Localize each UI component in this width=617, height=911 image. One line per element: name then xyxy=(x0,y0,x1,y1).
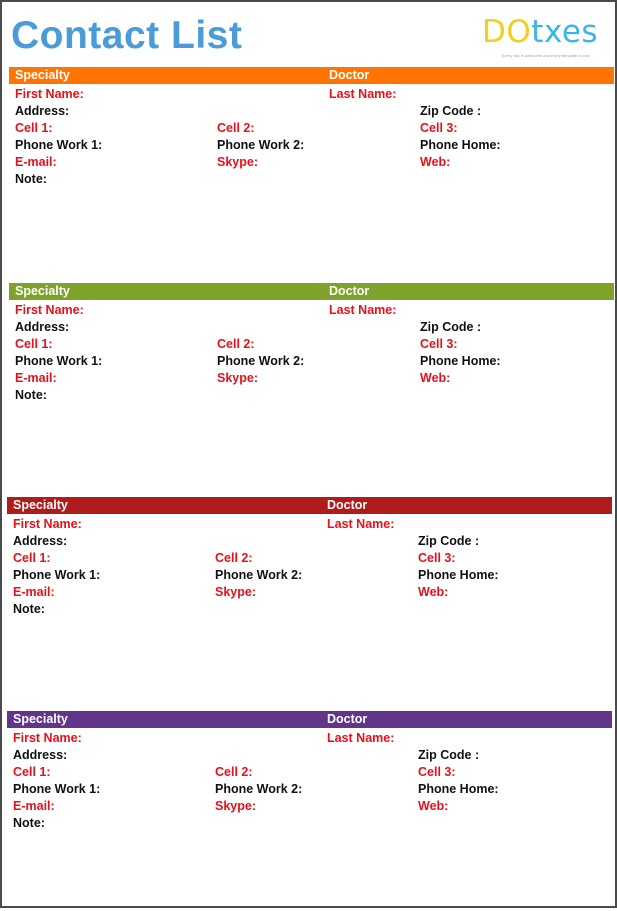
email-label: E-mail: xyxy=(15,371,57,385)
cell1-label: Cell 1: xyxy=(15,121,53,135)
email-label: E-mail: xyxy=(13,585,55,599)
skype-label: Skype: xyxy=(215,585,256,599)
phone-work1-label: Phone Work 1: xyxy=(13,782,101,796)
doctor-label: Doctor xyxy=(329,68,370,82)
web-label: Web: xyxy=(418,799,449,813)
cell2-label: Cell 2: xyxy=(217,337,255,351)
first-name-label: First Name: xyxy=(13,731,82,745)
contact-card xyxy=(9,67,614,267)
page-title: Contact List xyxy=(11,14,243,57)
zip-code-label: Zip Code : xyxy=(418,748,480,762)
address-label: Address: xyxy=(15,104,70,118)
specialty-label: Specialty xyxy=(13,712,68,726)
cell2-label: Cell 2: xyxy=(215,551,253,565)
contact-card xyxy=(7,711,612,911)
specialty-label: Specialty xyxy=(15,284,70,298)
cell3-label: Cell 3: xyxy=(420,337,458,351)
phone-work2-label: Phone Work 2: xyxy=(215,782,303,796)
phone-home-label: Phone Home: xyxy=(420,354,501,368)
email-label: E-mail: xyxy=(13,799,55,813)
note-label: Note: xyxy=(15,388,47,402)
note-label: Note: xyxy=(15,172,47,186)
web-label: Web: xyxy=(418,585,449,599)
address-label: Address: xyxy=(15,320,70,334)
specialty-label: Specialty xyxy=(15,68,70,82)
first-name-label: First Name: xyxy=(15,87,84,101)
phone-work1-label: Phone Work 1: xyxy=(15,138,103,152)
note-label: Note: xyxy=(13,602,45,616)
logo-letter: e xyxy=(561,14,582,50)
phone-home-label: Phone Home: xyxy=(420,138,501,152)
web-label: Web: xyxy=(420,371,451,385)
logo-letter: D xyxy=(482,14,507,50)
dotxes-logo xyxy=(480,14,610,62)
card-header-bar xyxy=(7,497,612,514)
phone-home-label: Phone Home: xyxy=(418,782,499,796)
last-name-label: Last Name: xyxy=(327,517,395,531)
zip-code-label: Zip Code : xyxy=(418,534,480,548)
cell2-label: Cell 2: xyxy=(217,121,255,135)
last-name-label: Last Name: xyxy=(329,87,397,101)
specialty-label: Specialty xyxy=(13,498,68,512)
cell2-label: Cell 2: xyxy=(215,765,253,779)
logo-letter: O xyxy=(506,14,532,50)
phone-work2-label: Phone Work 2: xyxy=(215,568,303,582)
skype-label: Skype: xyxy=(215,799,256,813)
cell3-label: Cell 3: xyxy=(418,551,456,565)
skype-label: Skype: xyxy=(217,371,258,385)
logo-letter: t xyxy=(531,14,544,50)
card-header-bar xyxy=(7,711,612,728)
doctor-label: Doctor xyxy=(329,284,370,298)
logo-letter: s xyxy=(581,14,599,50)
address-label: Address: xyxy=(13,534,68,548)
doctor-label: Doctor xyxy=(327,712,368,726)
cell3-label: Cell 3: xyxy=(420,121,458,135)
phone-home-label: Phone Home: xyxy=(418,568,499,582)
card-header-bar xyxy=(9,283,614,300)
card-header-bar xyxy=(9,67,614,84)
logo-letter: x xyxy=(543,14,562,50)
cell1-label: Cell 1: xyxy=(15,337,53,351)
doctor-label: Doctor xyxy=(327,498,368,512)
phone-work2-label: Phone Work 2: xyxy=(217,138,305,152)
address-label: Address: xyxy=(13,748,68,762)
cell1-label: Cell 1: xyxy=(13,765,51,779)
note-label: Note: xyxy=(13,816,45,830)
last-name-label: Last Name: xyxy=(327,731,395,745)
contact-card xyxy=(9,283,614,483)
logo-tagline: Every doc is awesome and every template is cool xyxy=(502,53,590,58)
zip-code-label: Zip Code : xyxy=(420,320,482,334)
contact-card xyxy=(7,497,612,697)
first-name-label: First Name: xyxy=(15,303,84,317)
phone-work1-label: Phone Work 1: xyxy=(13,568,101,582)
cell1-label: Cell 1: xyxy=(13,551,51,565)
last-name-label: Last Name: xyxy=(329,303,397,317)
first-name-label: First Name: xyxy=(13,517,82,531)
cell3-label: Cell 3: xyxy=(418,765,456,779)
web-label: Web: xyxy=(420,155,451,169)
phone-work2-label: Phone Work 2: xyxy=(217,354,305,368)
email-label: E-mail: xyxy=(15,155,57,169)
zip-code-label: Zip Code : xyxy=(420,104,482,118)
logo-wordmark xyxy=(482,14,598,50)
phone-work1-label: Phone Work 1: xyxy=(15,354,103,368)
skype-label: Skype: xyxy=(217,155,258,169)
